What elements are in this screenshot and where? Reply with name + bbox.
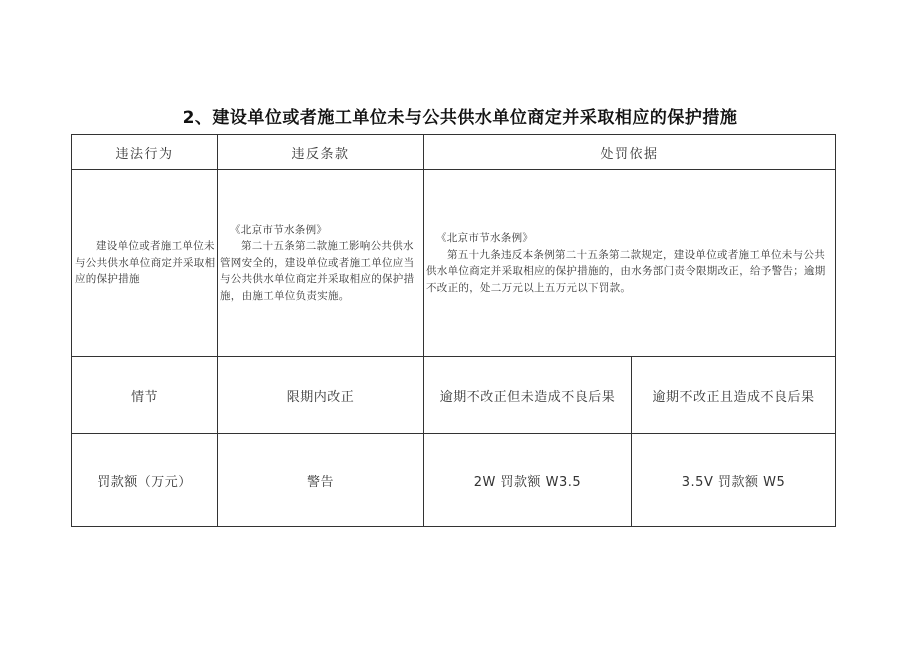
basis-source: 《北京市节水条例》 bbox=[436, 232, 534, 244]
basis-text: 第五十九条违反本条例第二十五条第二款规定，建设单位或者施工单位未与公共供水单位商定并采取相应的保护措施的，由水务部门责令限期改正，给予警告；逾期不改正的，处二万元以上五万元以下罚款。 bbox=[426, 248, 826, 294]
fine-label: 罚款额（万元） bbox=[72, 434, 218, 527]
clause-text: 第二十五条第二款施工影响公共供水管网安全的，建设单位或者施工单位应当与公共供水单位商定并采取相应的保护措施，由施工单位负责实施。 bbox=[220, 240, 415, 302]
fine-row bbox=[72, 434, 836, 527]
content-row bbox=[72, 170, 836, 357]
header-row bbox=[72, 135, 836, 170]
header-behavior: 违法行为 bbox=[72, 135, 218, 170]
circumstance-corrected: 限期内改正 bbox=[218, 357, 424, 434]
header-basis: 处罚依据 bbox=[424, 135, 836, 170]
circumstance-harm: 逾期不改正且造成不良后果 bbox=[632, 357, 836, 434]
circumstance-row bbox=[72, 357, 836, 434]
header-clause: 违反条款 bbox=[218, 135, 424, 170]
circumstance-no-harm: 逾期不改正但未造成不良后果 bbox=[424, 357, 632, 434]
page-title: 2、建设单位或者施工单位未与公共供水单位商定并采取相应的保护措施 bbox=[182, 108, 738, 128]
behavior-text: 建设单位或者施工单位未与公共供水单位商定并采取相应的保护措施 bbox=[75, 240, 216, 286]
clause-source: 《北京市节水条例》 bbox=[230, 223, 328, 236]
basis-cell bbox=[424, 170, 836, 357]
fine-range-high: 3.5V 罚款额 W5 bbox=[632, 434, 836, 527]
fine-range-low: 2W 罚款额 W3.5 bbox=[424, 434, 632, 527]
circumstance-label: 情节 bbox=[72, 357, 218, 434]
penalty-table bbox=[71, 134, 836, 527]
behavior-cell bbox=[72, 170, 218, 357]
clause-cell bbox=[218, 170, 424, 357]
fine-warning: 警告 bbox=[218, 434, 424, 527]
